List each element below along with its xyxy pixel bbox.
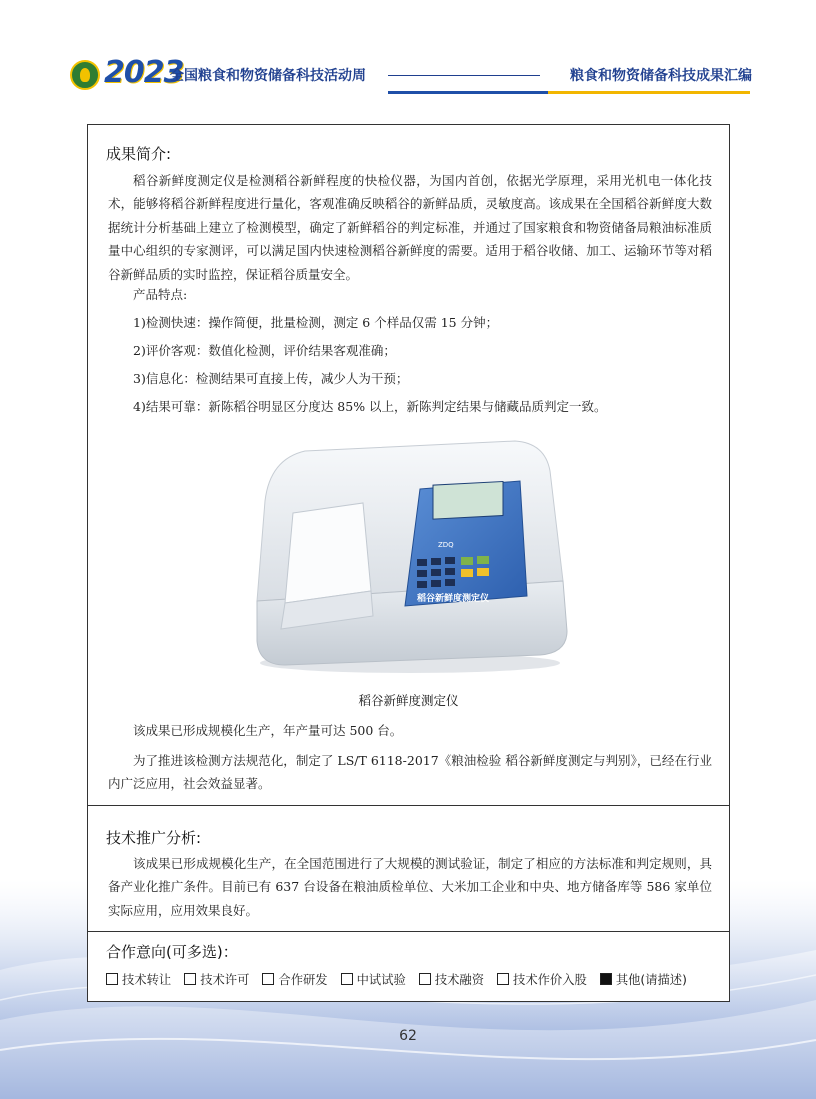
option-tech-transfer[interactable] — [106, 970, 171, 988]
checkbox-icon[interactable] — [184, 973, 196, 985]
page-header — [0, 55, 816, 95]
checkbox-icon[interactable] — [419, 973, 431, 985]
intro-heading: 成果简介: — [106, 145, 172, 163]
cooperation-heading: 合作意向(可多选)： — [106, 943, 238, 961]
rice-freshness-tester-image — [245, 431, 575, 675]
event-title: 全国粮食和物资储备科技活动周 — [170, 68, 366, 84]
checkbox-icon[interactable] — [341, 973, 353, 985]
option-label: 技术作价入股 — [513, 973, 587, 987]
header-year: 2023 — [104, 55, 184, 90]
option-label: 技术许可 — [200, 973, 250, 987]
header-rule-yellow — [548, 91, 750, 94]
option-tech-license[interactable] — [184, 970, 249, 988]
intro-paragraph: 稻谷新鲜度测定仪是检测稻谷新鲜程度的快检仪器，为国内首创，依据光学原理，采用光机电一体化技术，能够将稻谷新鲜程度进行量化，客观准确反映稻谷的新鲜品质，灵敏度高。该成果在全国稻谷新鲜度大数据统计分析基础上建立了检测模型，确定了新鲜稻谷的判定标准，并通过了国家粮食和物资储备局粮油标准质量中心组织的专家测评，可以满足国内快速检测稻谷新鲜度的需要。适用于稻谷收储、加工、运输环节等对稻谷新鲜品质的实时监控，保证稻谷质量安全。 — [108, 173, 712, 282]
section-divider — [88, 931, 729, 932]
feature-item: 2)评价客观：数值化检测，评价结果客观准确； — [133, 343, 396, 358]
event-logo-icon — [70, 60, 100, 90]
option-label: 中试试验 — [356, 973, 406, 987]
promotion-heading: 技术推广分析: — [106, 829, 202, 847]
option-label: 其他(请描述) — [615, 973, 687, 987]
header-rule-blue — [388, 91, 548, 94]
promotion-paragraph: 该成果已形成规模化生产，在全国范围进行了大规模的测试验证，制定了相应的方法标准和判定规则，具备产业化推广条件。目前已有 637 台设备在粮油质检单位、大米加工企业和中央、地方储备库等 586 家单位实际应用，应用效果良好。 — [108, 856, 712, 918]
checkbox-icon[interactable] — [497, 973, 509, 985]
content-frame — [87, 124, 730, 1002]
device-brand-label: ZDQ — [438, 541, 454, 549]
compilation-title: 粮食和物资储备科技成果汇编 — [570, 68, 752, 84]
option-label: 技术转让 — [122, 973, 172, 987]
option-joint-rd[interactable] — [262, 970, 327, 988]
feature-item: 3)信息化：检测结果可直接上传，减少人为干预； — [133, 371, 409, 386]
cooperation-options — [106, 970, 726, 988]
image-caption: 稻谷新鲜度测定仪 — [358, 693, 459, 708]
standard-paragraph: 为了推进该检测方法规范化，制定了 LS/T 6118-2017《粮油检验 稻谷新鲜度测定与判别》，已经在行业内广泛应用，社会效益显著。 — [108, 753, 712, 792]
option-label: 合作研发 — [278, 973, 328, 987]
option-tech-equity[interactable] — [497, 970, 587, 988]
option-tech-financing[interactable] — [419, 970, 484, 988]
header-divider-line — [388, 75, 540, 76]
checkbox-icon[interactable] — [106, 973, 118, 985]
checkbox-checked-icon[interactable] — [600, 973, 612, 985]
features-title: 产品特点: — [133, 287, 188, 302]
feature-item: 1)检测快速：操作简便，批量检测，测定 6 个样品仅需 15 分钟； — [133, 315, 499, 330]
option-other[interactable] — [600, 970, 687, 988]
device-panel-label: 稻谷新鲜度测定仪 — [417, 594, 490, 604]
option-pilot-test[interactable] — [341, 970, 406, 988]
section-divider — [88, 805, 729, 806]
production-paragraph: 该成果已形成规模化生产，年产量可达 500 台。 — [133, 723, 403, 738]
feature-item: 4)结果可靠：新陈稻谷明显区分度达 85% 以上，新陈判定结果与储藏品质判定一致。 — [133, 399, 607, 414]
page-number: 62 — [399, 1028, 417, 1044]
checkbox-icon[interactable] — [262, 973, 274, 985]
option-label: 技术融资 — [434, 973, 485, 987]
